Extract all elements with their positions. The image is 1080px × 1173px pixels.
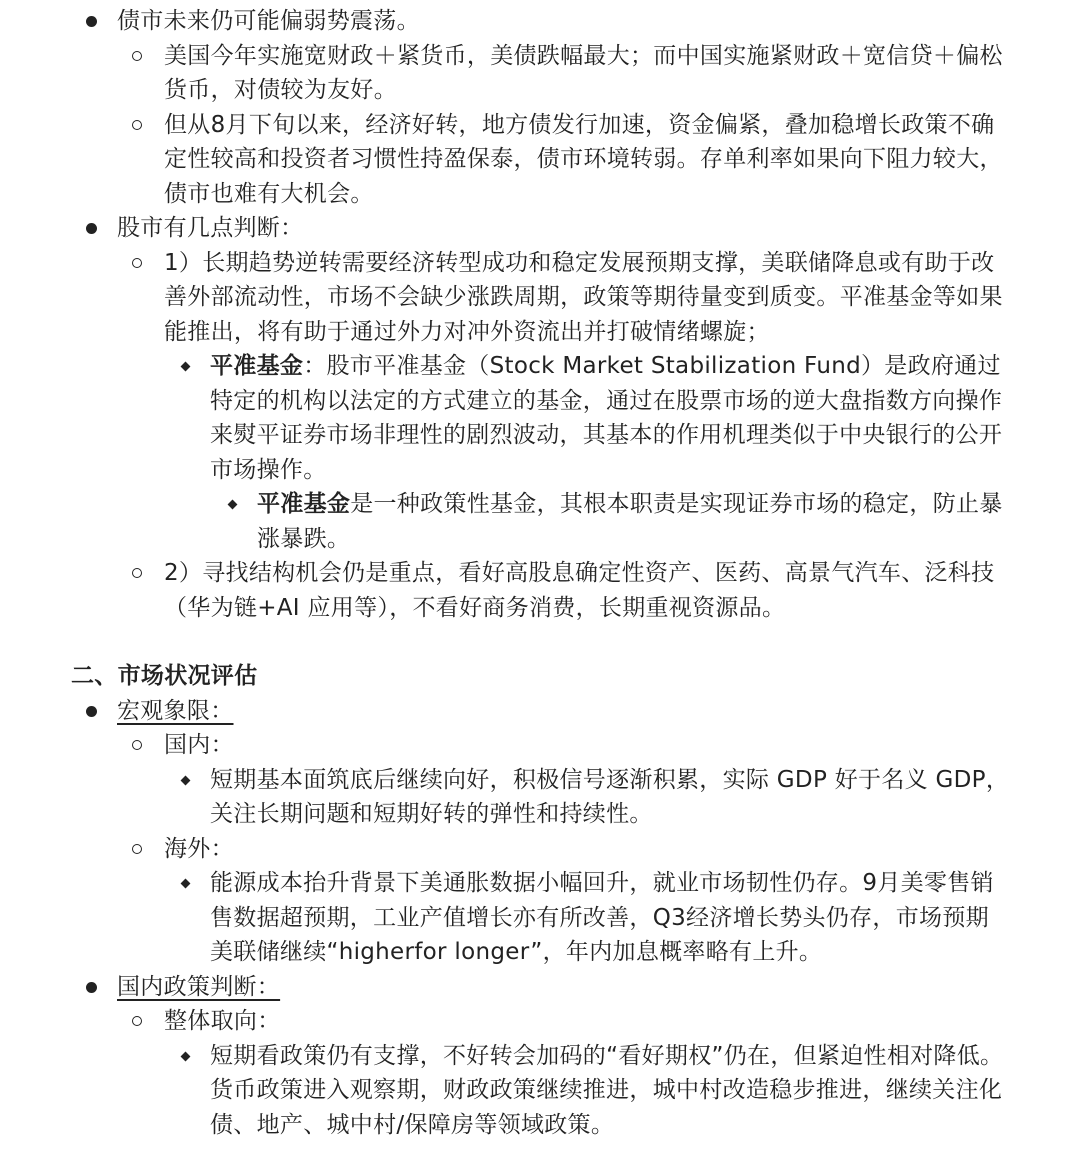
bullet-disc-icon <box>86 706 97 717</box>
bullet-circle-icon <box>132 51 142 61</box>
document-body <box>0 4 1080 1142</box>
list-item-fund-definition <box>0 349 1010 487</box>
stock-point2-text: 2）寻找结构机会仍是重点，看好高股息确定性资产、医药、高景气汽车、泛科技（华为链+AI 应用等），不看好商务消费，长期重视资源品。 <box>164 560 995 621</box>
overall-label: 整体取向： <box>164 1008 281 1034</box>
list-item-macro <box>0 694 1017 729</box>
stock-judgement-text: 股市有几点判断： <box>117 215 304 241</box>
list-item-overall <box>0 1004 1012 1039</box>
bullet-diamond-icon <box>181 1051 191 1061</box>
bullet-disc-icon <box>86 223 97 234</box>
bond-us-china-text: 美国今年实施宽财政＋紧货币，美债跌幅最大；而中国实施紧财政＋宽信贷＋偏松货币，对债较为友好。 <box>164 42 1003 103</box>
list-item-bond-since-aug <box>0 108 1012 212</box>
fund-term-bold: 平准基金 <box>210 353 304 379</box>
bond-since-aug-text: 但从8月下旬以来，经济好转，地方债发行加速，资金偏紧，叠加稳增长政策不确定性较高和投资者习惯性持盈保泰，债市环境转弱。存单利率如果向下阻力较大，债市也难有大机会。 <box>164 111 1003 207</box>
list-item-overseas <box>0 832 1012 867</box>
section-heading: 二、市场状况评估 <box>71 663 258 689</box>
domestic-text: 短期基本面筑底后继续向好，积极信号逐渐积累，实际 GDP 好于名义 GDP，关注长期问题和短期好转的弹性和持续性。 <box>210 766 1010 827</box>
bullet-disc-icon <box>86 982 97 993</box>
overseas-label: 海外： <box>164 835 234 862</box>
list-item-stock-point2 <box>0 556 1012 625</box>
bullet-diamond-icon <box>181 362 191 372</box>
fund-role-text: 是一种政策性基金，其根本职责是实现证券市场的稳定，防止暴涨暴跌。 <box>257 491 1003 552</box>
bullet-circle-icon <box>132 120 142 130</box>
list-item-overall-detail <box>0 1039 1010 1143</box>
fund-term2-bold: 平准基金 <box>257 491 351 517</box>
policy-label: 国内政策判断： <box>117 973 281 1000</box>
bullet-circle-icon <box>132 258 142 268</box>
bullet-diamond-icon <box>181 775 191 785</box>
list-item-bond-us-china <box>0 39 1012 108</box>
list-item-fund-role <box>0 487 1010 556</box>
overall-text: 短期看政策仍有支撑，不好转会加码的“看好期权”仍在，但紧迫性相对降低。货币政策进入观察期，财政政策继续推进，城中村改造稳步推进，继续关注化债、地产、城中村/保障房等领域政策。 <box>210 1042 1004 1138</box>
bullet-disc-icon <box>86 16 97 27</box>
bullet-circle-icon <box>132 740 142 750</box>
domestic-label: 国内： <box>164 732 234 758</box>
bullet-diamond-icon <box>228 500 238 510</box>
bullet-circle-icon <box>132 844 142 854</box>
list-item-policy <box>0 970 1017 1005</box>
list-item-bond-outlook <box>0 4 1017 39</box>
list-item-stock-point1 <box>0 246 1012 350</box>
bullet-diamond-icon <box>181 879 191 889</box>
list-item-overseas-detail <box>0 866 1010 970</box>
macro-label: 宏观象限： <box>117 697 234 724</box>
list-item-stock-judgement <box>0 211 1017 246</box>
bond-outlook-text: 债市未来仍可能偏弱势震荡。 <box>117 8 420 34</box>
overseas-text: 能源成本抬升背景下美通胀数据小幅回升，就业市场韧性仍存。9月美零售销售数据超预期，工业产值增长亦有所改善，Q3经济增长势头仍存，市场预期美联储继续“higherfor longer”，年内加息概率略有上升。 <box>210 870 994 965</box>
list-item-domestic-detail <box>0 763 1010 832</box>
list-item-domestic <box>0 728 1012 763</box>
bullet-circle-icon <box>132 1016 142 1026</box>
bullet-circle-icon <box>132 568 142 578</box>
stock-point1-text: 1）长期趋势逆转需要经济转型成功和稳定发展预期支撑，美联储降息或有助于改善外部流动性，市场不会缺少涨跌周期，政策等期待量变到质变。平准基金等如果能推出，将有助于通过外力对冲外资流出并打破情绪螺旋； <box>164 249 1003 345</box>
fund-definition-text: ：股市平准基金（Stock Market Stabilization Fund）是政府通过特定的机构以法定的方式建立的基金，通过在股票市场的逆大盘指数方向操作来熨平证券市场非理性的剧烈波动，其基本的作用机理类似于中央银行的公开市场操作。 <box>210 353 1003 483</box>
